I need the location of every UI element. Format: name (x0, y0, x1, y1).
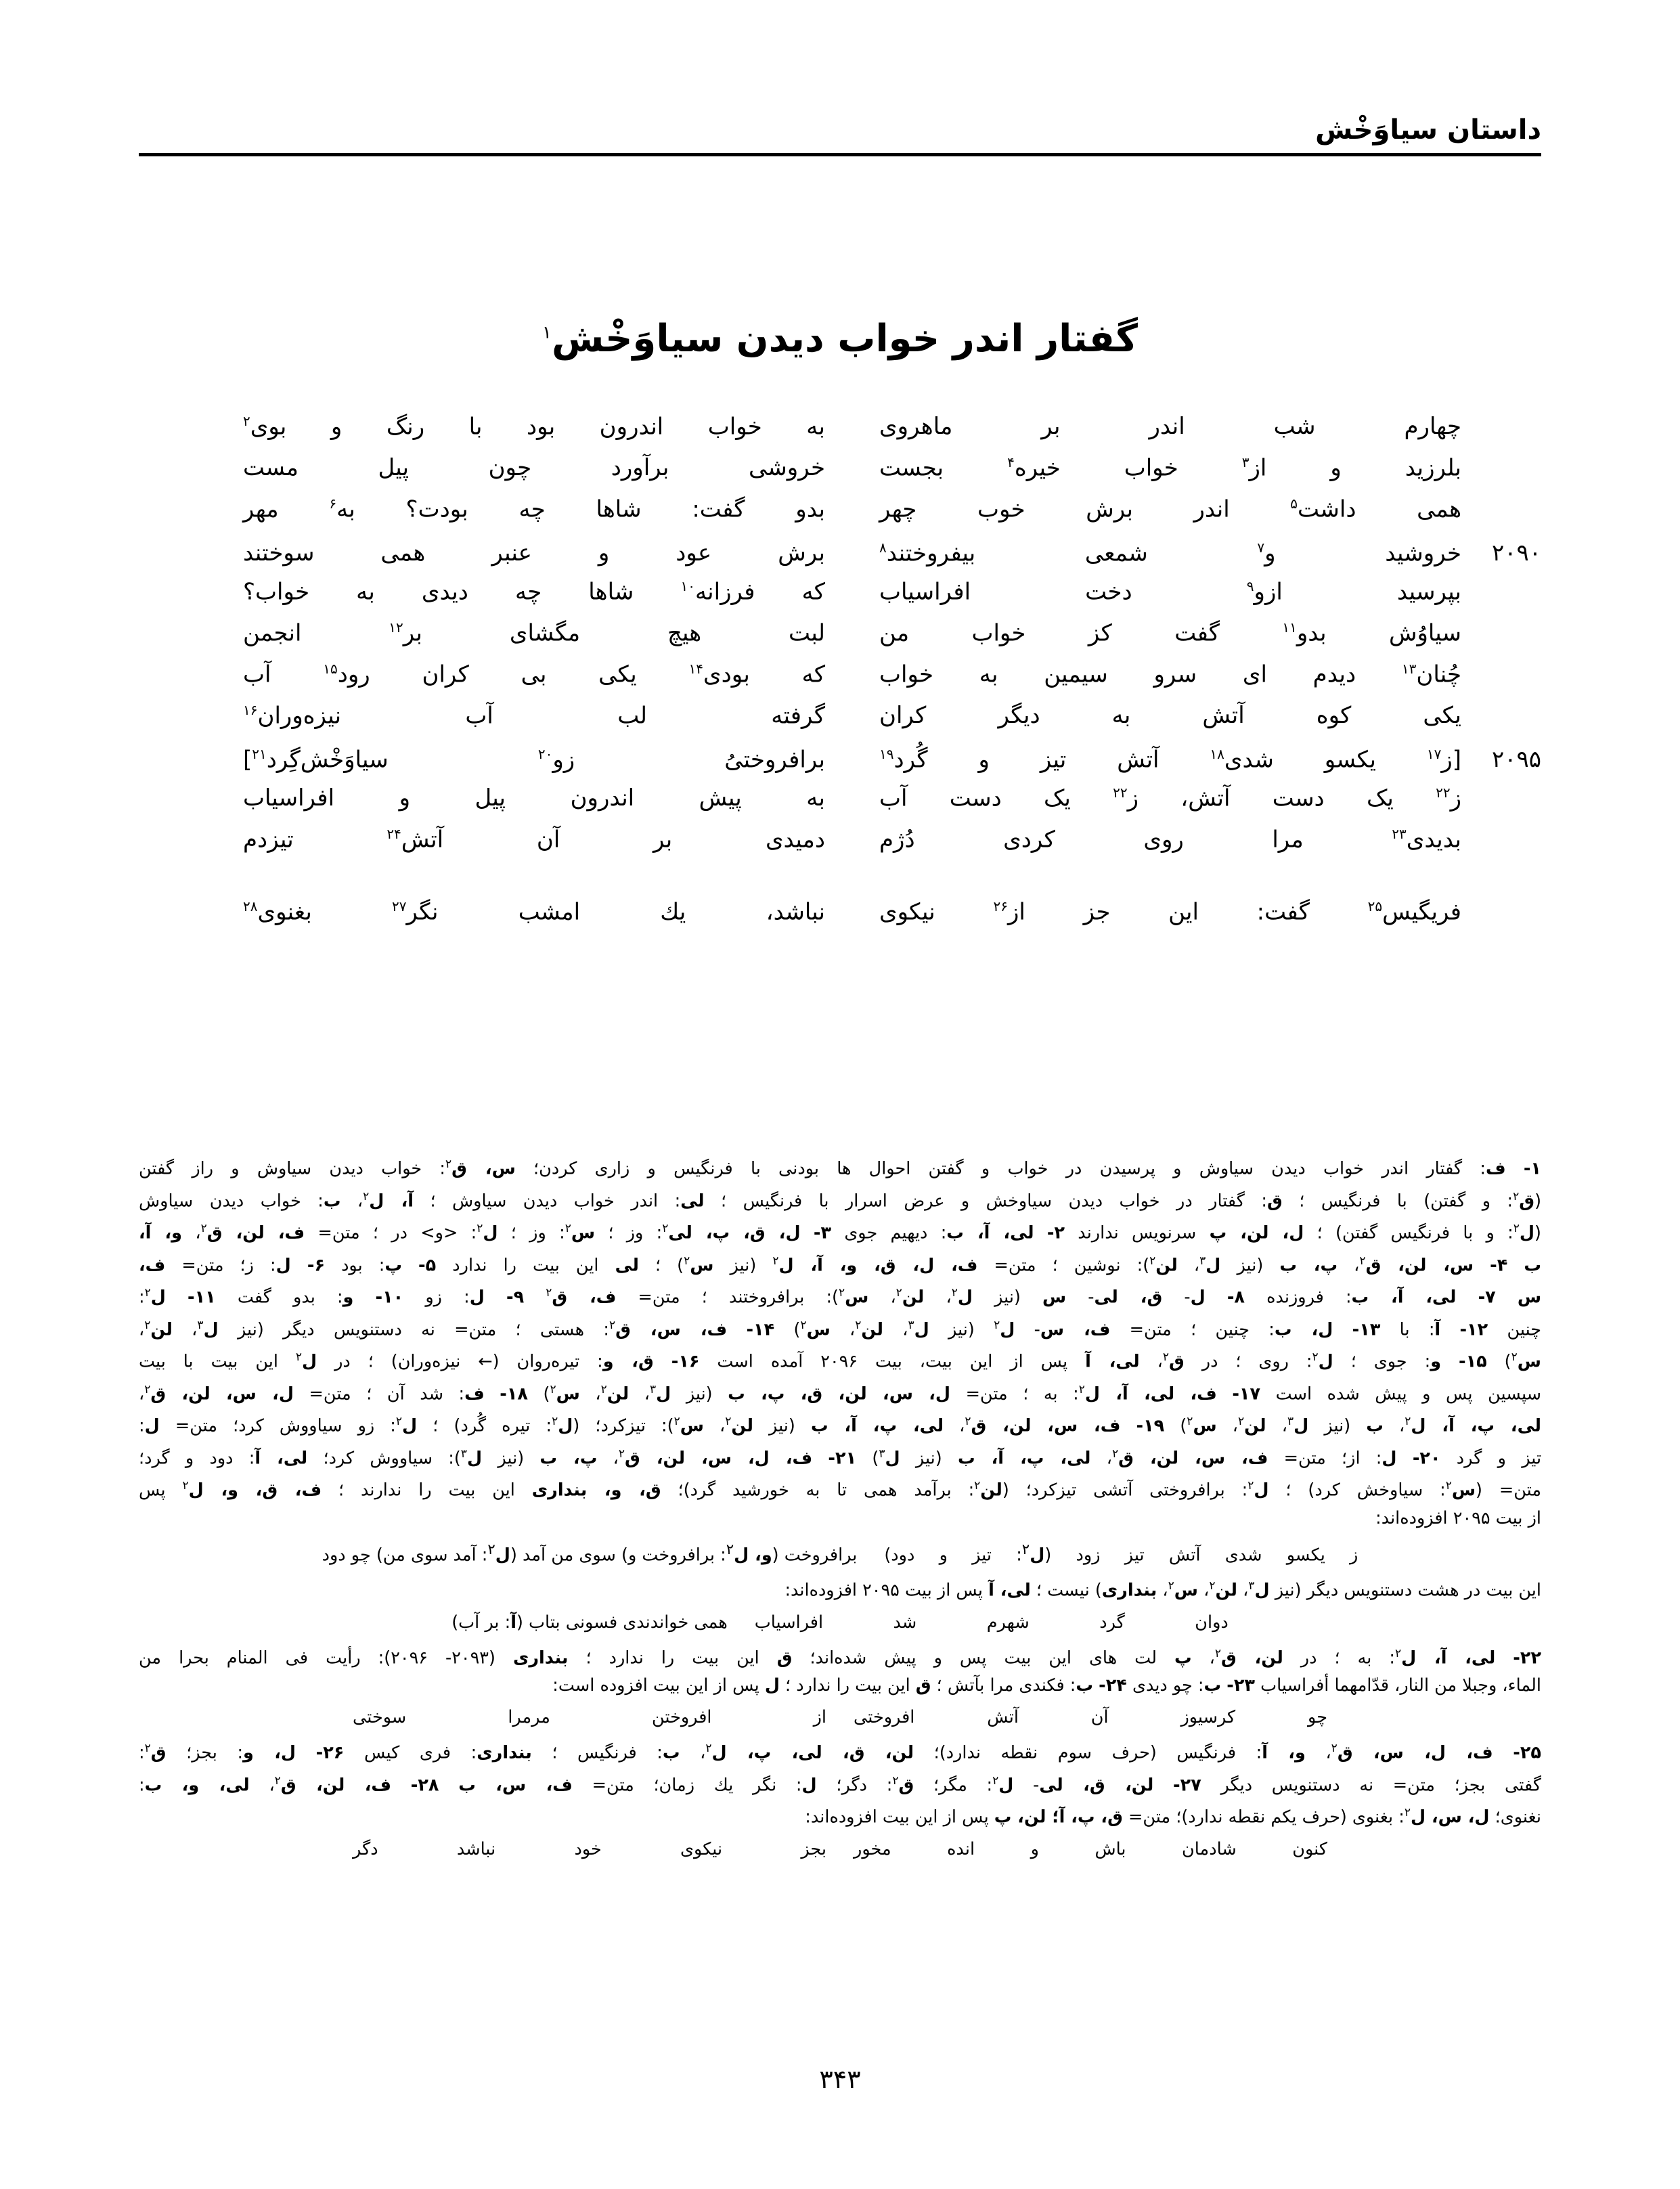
footnote-line: ۱- ف: گفتار اندر خواب دیدن سیاوش و پرسیدن در خواب و گفتن احوال ها بودنی با فرنگیس و زاری کردن؛ س، ق$^۲$: خواب دیدن سیاوش و راز گفتن (139, 1157, 1541, 1179)
footnote-line: سپسین پس و پیش شده است ۱۷- ف، لی، آ، ل$^۲$: به ؛ متن= ل، س، لن، ق، پ، ب (نیز ل$^۳$، لن$^۲$، س$^۲$) ۱۸- ف: شد آن ؛ متن= ل، س، لن، ق$^۲$، (139, 1382, 1542, 1404)
footnote-line: س ۷- لی، آ، ب: فروزنده ۸- ل- ق، لی- س (نیز ل$^۲$، لن$^۲$، س$^۲$): برافروختند ؛ متن= ف، ق$^۲$ ۹- ل: زو ۱۰- و: بدو گفت ۱۱- ل$^۲$: (139, 1286, 1542, 1308)
hemistich-first: خروشید و$^۷$ شمعی بیفروختند$^۸$ (879, 539, 1461, 567)
running-head-text: داستان سیاوَخْش (1315, 114, 1541, 146)
verse-number (1461, 638, 1541, 640)
footnote-hemistich-first: کنون شادمان باش و انده مخور (854, 1838, 1327, 1859)
hemistich-first: ز$^{۲۲}$ یک دست آتش، ز$^{۲۲}$ یک دست آب (879, 784, 1461, 812)
hemistich-first: چُنان$^{۱۳}$ دیدم ای سرو سیمین به خواب (879, 661, 1461, 688)
footnote-line: تیز و گرد ۲۰- ل: از؛ متن= ف، س، لن، ق$^۲$، لی، پ، آ، ب (نیز ل$^۳$) ۲۱- ف، ل، س، لن، ق$^۲$، پ، ب (نیز ل$^۳$): سیاووش کرد؛ لی، آ: دود و گرد؛ (139, 1446, 1542, 1468)
footnote-hemistich-second: از افروختن مرمرا سوختی (353, 1707, 826, 1727)
section-title (0, 317, 1680, 361)
hemistich-second: به پیش اندرون پیل و افراسیاب (243, 784, 825, 812)
footnote-hemistich-second: برافروخت (و، ل$^۲$: برافروخت و) سوی من آمد (ل$^۲$: آمد سوی من) چو دود (322, 1541, 858, 1565)
verse-row (139, 578, 1541, 619)
footnote-line: چنین ۱۲- آ: با ۱۳- ل، ب: چنین ؛ متن= ف، س- ل$^۲$ (نیز ل$^۳$، لن$^۲$، س$^۲$) ۱۴- ف، س، ق$^۲$: هستی ؛ متن= نه دستنویس دیگر (نیز ل$^۳$، لن$^۲$، (139, 1318, 1542, 1340)
footnote-line: ب ۴- س، لن، ق$^۲$، پ، ب (نیز ل$^۳$، لن$^۲$): نوشین ؛ متن= ف، ل، ق، و، آ، ل$^۲$ (نیز س$^۲$) ؛ لی این بیت را ندارد ۵- پ: بود ۶- ل: ز؛ متن= ف، (139, 1254, 1542, 1275)
footnote-hemistich-second: بجز نیکوی خود نباشد دگر (353, 1838, 826, 1859)
header-rule (139, 153, 1541, 156)
footnote-line: لی، پ، آ، ل$^۲$، ب (نیز ل$^۳$، لن$^۲$، س$^۲$) ۱۹- ف، س، لن، ق$^۲$، لی، پ، آ، ب (نیز لن$^۲$، س$^۲$): تیزکرد؛ (ل$^۲$: تیره گُرد) ؛ ل$^۲$: زو سیاووش کرد؛ متن= ل: (139, 1415, 1541, 1436)
hemistich-second: لبت هیچ مگشای بر$^{۱۲}$ انجمن (243, 619, 826, 647)
verse-row (139, 743, 1541, 784)
verse-row (139, 898, 1541, 939)
hemistich-second: که بودی$^{۱۴}$ یکی بی کران رود$^{۱۵}$ آب (243, 661, 826, 688)
hemistich-first: فریگیس$^{۲۵}$ گفت: این جز از$^{۲۶}$ نیکوی (879, 898, 1462, 926)
verse-number (1461, 431, 1541, 434)
verse-number (1461, 596, 1541, 599)
footnote-line: از بیت ۲۰۹۵ افزوده‌اند: (1375, 1507, 1541, 1528)
hemistich-second: خروشی برآورد چون پیل مست (243, 454, 825, 482)
hemistich-first: [ز$^{۱۷}$ یکسو شدی$^{۱۸}$ آتش تیز و گُرد$^{۱۹}$ (879, 745, 1461, 773)
verse-number (1461, 844, 1541, 847)
footnote-hemistich-first: دوان گرد شهرم شد افراسیاب (754, 1612, 1229, 1633)
verse-number (1461, 679, 1541, 682)
footnote-line: گفتی بجز؛ متن= نه دستنویس دیگر ۲۷- لن، ق، لی- ل$^۲$: مگر؛ ق$^۲$: دگر؛ ل: نگر یك زمان؛ متن= ف، س، ب ۲۸- ف، لن، ق$^۲$، لی، و، ب: (139, 1773, 1542, 1795)
verse-row (139, 702, 1541, 743)
hemistich-first: بدیدی$^{۲۳}$ مرا روی کردی دُژم (879, 826, 1461, 854)
footnote-line: الماء، وجبلا من النار، قدّامهما أفراسیاب ۲۳- ب: چو دیدی ۲۴- ب: فکندی مرا بآتش ؛ ق این بیت را ندارد ؛ ل پس از این بیت افزوده است: (552, 1675, 1541, 1696)
footnote-line: س$^۲$) ۱۵- و: جوی ؛ ل$^۲$: روی ؛ در ق$^۲$، لی، آ پس از این بیت، بیت ۲۰۹۶ آمده است ۱۶- ق، و: تیره‌روان (← نیزه‌وران) ؛ در ل$^۲$ این بیت با بیت (139, 1350, 1541, 1372)
running-head-zone (139, 115, 1541, 190)
verse-number: ۲۰۹۵ (1491, 746, 1541, 773)
section-title-footnote-marker: ۱ (542, 322, 552, 342)
footnote-line: (ق$^۲$: و گفتن) با فرنگیس ؛ ق: گفتار در خواب دیدن سیاوخش و عرض اسرار با فرنگیس ؛ لی: اندر خواب دیدن سیاوش ؛ آ، ل$^۲$، ب: خواب دیدن سیاوش (139, 1189, 1542, 1211)
verse-number (1461, 720, 1541, 723)
verse-number (1461, 514, 1541, 516)
hemistich-second: که فرزانه$^{۱۰}$ شاها چه دیدی به خواب؟ (243, 578, 825, 606)
verse-row (139, 661, 1541, 702)
hemistich-second: برش عود و عنبر همی سوختند (243, 539, 825, 567)
footnote-line: ۲۲- لی، آ، ل$^۲$: به ؛ در لن، ق$^۲$، پ لت های این بیت پس و پیش شده‌اند؛ ق این بیت را ندارد ؛ بنداری (۲۰۹۳- ۲۰۹۶): رأیت فی المنام بحرا من (139, 1646, 1542, 1668)
footnote-line: متن= (س$^۲$: سیاوخش کرد) ؛ ل$^۲$: برافروختی آتشی تیزکرد؛ (لن$^۲$: برآمد همی تا به خورشید گرد)؛ ق، و، بنداری این بیت را ندارند ؛ ف، ق، و، ل$^۲$ پس (139, 1479, 1541, 1501)
footnote-hemistich-second: همی خواندندی فسونی بتاب (آ: بر آب) (451, 1612, 728, 1633)
hemistich-first: سیاوُش بدو$^{۱۱}$ گفت کز خواب من (879, 619, 1461, 647)
footnote-hemistich-first: چو کرسیوز آن آتش افروختی (854, 1707, 1327, 1727)
verse-block (139, 413, 1541, 939)
footnote-verse (139, 1702, 1541, 1732)
verse-row (139, 619, 1541, 661)
footnote-line: ۲۵- ف، ل، س، ق$^۲$، و، آ: فرنگیس (حرف سوم نقطه ندارد)؛ لن، ق، لی، پ، ل$^۲$، ب: فرنگیس ؛ بنداری: فری کیس ۲۶- ل، و: بجز؛ ق$^۲$: (139, 1742, 1541, 1763)
footnote-verse (139, 1608, 1541, 1637)
footnote-hemistich-first: ز یکسو شدی آتش تیز زود (ل$^۲$: تیز و دود) (884, 1541, 1358, 1565)
verse-row (139, 537, 1541, 578)
hemistich-first: یکی کوه آتش به دیگر کران (879, 702, 1461, 730)
hemistich-first: چهارم شب اندر بر ماهروی (879, 413, 1461, 441)
hemistich-second: برافروختیُ زو$^{۲۰}$ سیاوَخْش‌گِرد$^{۲۱}$] (243, 745, 825, 773)
verse-row (139, 413, 1541, 454)
verse-number (1461, 472, 1541, 475)
verse-row (139, 454, 1541, 495)
footnote-line: این بیت در هشت دستنویس دیگر (نیز ل$^۳$، لن$^۲$، س$^۲$، بنداری) نیست ؛ لی، آ پس از بیت ۲۰۹۵ افزوده‌اند: (784, 1579, 1541, 1601)
hemistich-second: بدو گفت: شاها چه بودت؟ به$^۶$ مهر (243, 495, 825, 523)
section-title-text: گفتار اندر خواب دیدن سیاوَخْش (552, 316, 1138, 361)
verse-row (139, 826, 1541, 867)
verse-number (1461, 916, 1541, 919)
hemistich-first: بلرزید و از$^۳$ خواب خیره$^۴$ بجست (879, 454, 1461, 482)
footnote-verse (139, 1834, 1541, 1864)
footnote-line: (ل$^۲$: و با فرنگیس گفتن) ؛ ل، لن، پ سرنویس ندارند ۲- لی، آ، ب: دیهیم جوی ۳- ل، ق، پ، لی$^۲$: وز ؛ س$^۲$: وز ؛ ل$^۲$: <و> در ؛ متن= ف، لن، ق$^۲$، و، آ، (139, 1222, 1541, 1243)
verse-number: ۲۰۹۰ (1491, 539, 1541, 567)
footnote-apparatus (139, 1151, 1541, 1867)
hemistich-first: همی داشت$^۵$ اندر برش خوب چهر (879, 495, 1461, 523)
verse-number (1461, 803, 1541, 805)
footnote-line: نغنوی؛ ل، س، ل$^۲$: بغنوی (حرف یکم نقطه ندارد)؛ متن= ق، پ، آ؛ لن، پ پس از این بیت افزوده‌اند: (805, 1806, 1541, 1828)
hemistich-second: به خواب اندرون بود با رنگ و بوی$^۲$ (243, 413, 825, 441)
folio-number: ۳۴۳ (819, 2064, 861, 2094)
verse-row (139, 495, 1541, 537)
hemistich-first: بپرسید ازو$^۹$ دخت افراسیاب (879, 578, 1461, 606)
hemistich-second: نباشد، یك امشب نگر$^{۲۷}$ بغنوی$^{۲۸}$ (243, 898, 825, 926)
hemistich-second: دمیدی بر آن آتش$^{۲۴}$ تیزدم (243, 826, 826, 854)
hemistich-second: گرفته لب آب نیزه‌وران$^{۱۶}$ (243, 702, 825, 730)
verse-row (139, 784, 1541, 826)
footnote-verse (139, 1535, 1541, 1570)
